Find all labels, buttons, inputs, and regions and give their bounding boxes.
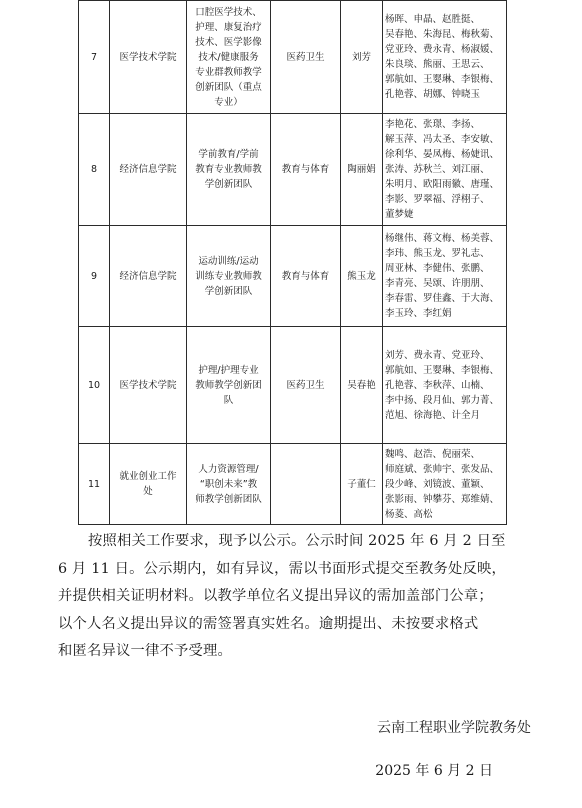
table-row xyxy=(79,226,507,327)
member-line: 杨晖、申晶、赵胜挺、 xyxy=(385,14,481,25)
team-line: 学创新团队 xyxy=(204,179,253,190)
team-line: 队 xyxy=(223,394,234,406)
member-line: 吴春艳、朱海昆、梅秋菊、 xyxy=(385,29,500,40)
team-line: 学创新团队 xyxy=(204,285,253,297)
member-line: 李玮、熊玉龙、罗礼志、 xyxy=(385,248,490,259)
row-leader: 刘芳 xyxy=(341,1,383,114)
unit-line: 处 xyxy=(143,486,153,497)
team-line: 运动训练/运动 xyxy=(198,255,259,267)
row-team-name xyxy=(187,327,271,444)
table-row xyxy=(79,444,507,525)
signature-org: 云南工程职业学院教务处 xyxy=(377,720,531,736)
member-line: 张影雨、钟攀芬、郑维婧、 xyxy=(385,493,500,505)
team-line: 护理/护理专业 xyxy=(198,364,259,376)
table-row xyxy=(79,114,507,226)
member-line: 李中扬、段月仙、郭力菁、 xyxy=(385,394,500,406)
member-line: 董梦婕 xyxy=(385,209,414,220)
row-category xyxy=(271,444,341,525)
row-leader: 子董仁 xyxy=(341,444,383,525)
row-index: 11 xyxy=(79,444,110,525)
member-line: 李艳花、张璟、李扬、 xyxy=(385,119,481,130)
row-team-name xyxy=(187,114,271,226)
team-line: 教育专业教师教 xyxy=(195,164,262,175)
team-line: 护理、康复治疗 xyxy=(195,21,262,33)
notice-paragraph xyxy=(58,528,533,666)
team-line: 技术、医学影像 xyxy=(195,36,262,48)
member-line: 魏鸣、赵浩、倪丽荣、 xyxy=(385,448,481,460)
row-leader: 吴春艳 xyxy=(341,327,383,444)
team-line: 专业群教师教学 xyxy=(195,66,262,78)
row-category: 医药卫生 xyxy=(271,327,341,444)
member-line: 周亚林、李健伟、张鹏、 xyxy=(385,263,490,274)
member-line: 孔艳蓉、李秋萍、山楠、 xyxy=(385,379,490,391)
member-line: 范旭、徐海艳、计全月 xyxy=(385,409,481,421)
team-line: 口腔医学技术、 xyxy=(195,6,262,18)
row-members xyxy=(383,444,507,525)
team-line: “职创未来”教 xyxy=(199,478,258,490)
notice-line: 6 月 11 日。公示期内，如有异议，需以书面形式提交至教务处反映， xyxy=(58,560,507,577)
member-line: 朱明月、欧阳雨徽、唐瑾、 xyxy=(385,179,500,190)
row-category: 医药卫生 xyxy=(271,1,341,114)
notice-line: 并提供相关证明材料。以教学单位名义提出异议的需加盖部门公章； xyxy=(58,588,493,605)
table-row xyxy=(79,327,507,444)
member-line: 李玉玲、李红娟 xyxy=(385,308,452,319)
notice-line: 以个人名义提出异议的需签署真实姓名。逾期提出、未按要求格式 xyxy=(58,615,479,632)
team-line: 教师教学创新团 xyxy=(195,379,262,391)
row-team-name xyxy=(187,444,271,525)
team-list-table xyxy=(78,0,507,525)
member-line: 李影、罗翠福、浮栩子、 xyxy=(385,194,490,205)
team-line: 专业） xyxy=(214,96,243,108)
member-line: 李青亮、吴颂、许朋朋、 xyxy=(385,278,490,289)
row-leader: 陶丽娟 xyxy=(341,114,383,226)
team-line: 创新团队（重点 xyxy=(195,81,262,93)
row-unit: 医学技术学院 xyxy=(110,327,187,444)
row-members xyxy=(383,114,507,226)
member-line: 杨菱、高松 xyxy=(385,508,433,520)
member-line: 孔艳蓉、胡娜、钟晓玉 xyxy=(385,89,481,100)
table-row xyxy=(79,1,507,114)
team-line: 学前教育/学前 xyxy=(198,149,259,160)
row-index: 8 xyxy=(79,114,110,226)
member-line: 党亚玲、费永青、杨淑媛、 xyxy=(385,44,500,55)
unit-line: 就业创业工作 xyxy=(119,471,177,482)
team-line: 师教学创新团队 xyxy=(195,493,262,505)
member-line: 段少峰、刘镜波、董颖、 xyxy=(385,478,490,490)
team-line: 技术/健康服务 xyxy=(198,51,259,63)
row-index: 10 xyxy=(79,327,110,444)
member-line: 杨继伟、蒋文梅、杨美蓉、 xyxy=(385,233,500,244)
member-line: 李春雷、罗佳鑫、于大海、 xyxy=(385,293,500,304)
row-unit: 经济信息学院 xyxy=(110,114,187,226)
member-line: 解玉萍、冯太圣、李安敏、 xyxy=(385,134,500,145)
member-line: 徐利华、晏凤梅、杨婕讯、 xyxy=(385,149,500,160)
row-index: 9 xyxy=(79,226,110,327)
member-line: 郭航如、王婴琳、李银梅、 xyxy=(385,364,500,376)
team-line: 训练专业教师教 xyxy=(195,270,262,282)
row-unit: 医学技术学院 xyxy=(110,1,187,114)
row-members xyxy=(383,327,507,444)
member-line: 刘芳、费永青、党亚玲、 xyxy=(385,349,490,361)
signature-date: 2025 年 6 月 2 日 xyxy=(375,763,493,779)
team-line: 人力资源管理/ xyxy=(198,463,259,475)
row-category: 教育与体育 xyxy=(271,226,341,327)
member-line: 郭航如、王婴琳、李银梅、 xyxy=(385,74,500,85)
member-line: 张涛、苏秋兰、刘江丽、 xyxy=(385,164,490,175)
row-members xyxy=(383,226,507,327)
row-team-name xyxy=(187,226,271,327)
row-team-name xyxy=(187,1,271,114)
notice-line: 和匿名异议一律不予受理。 xyxy=(58,643,232,660)
notice-line: 按照相关工作要求，现予以公示。公示时间 2025 年 6 月 2 日至 xyxy=(88,533,506,549)
row-members xyxy=(383,1,507,114)
member-line: 师庭斌、张帅宇、张发品、 xyxy=(385,463,500,475)
row-leader: 熊玉龙 xyxy=(341,226,383,327)
row-unit: 经济信息学院 xyxy=(110,226,187,327)
row-category: 教育与体育 xyxy=(271,114,341,226)
row-index: 7 xyxy=(79,1,110,114)
row-unit xyxy=(110,444,187,525)
member-line: 朱良琰、熊丽、王思云、 xyxy=(385,59,490,70)
